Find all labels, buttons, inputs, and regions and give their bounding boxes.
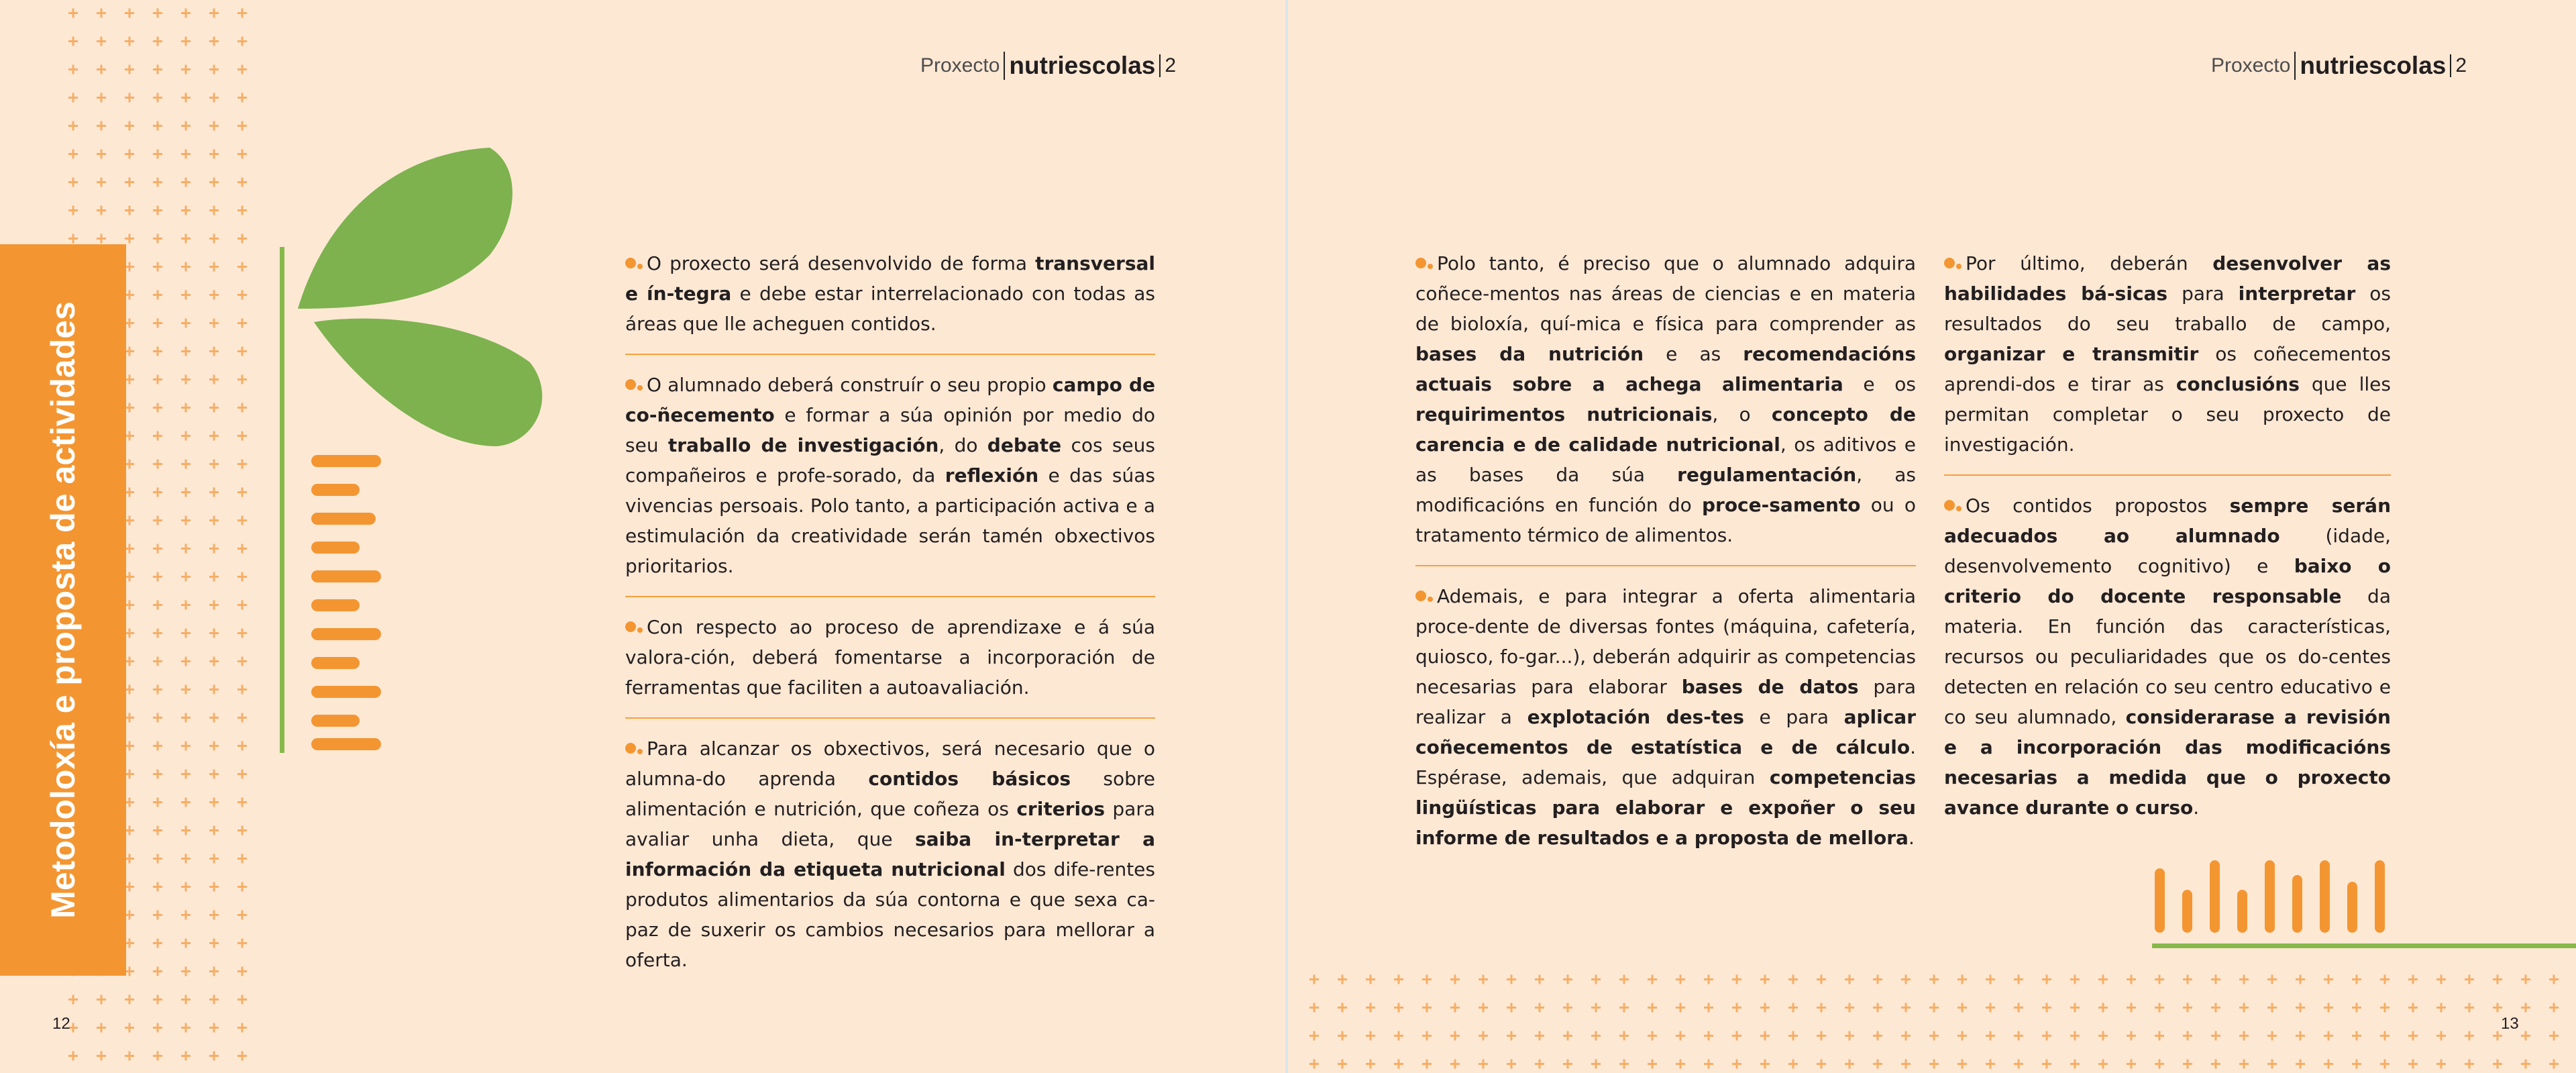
bold-text: baixo o criterio do docente responsable (1944, 555, 2391, 607)
running-head-prefix: Proxecto (920, 54, 1000, 76)
right-page (1288, 0, 2576, 1073)
text-run: e debe estar interrelacionado con todas as áreas que lle acheguen contidos. (625, 283, 1156, 335)
bold-text: organizar e transmitir (1944, 343, 2199, 365)
text-run: para (2167, 283, 2239, 305)
text-run: os coñecementos aprendi-dos e tirar as (1944, 343, 2391, 395)
bold-text: bases da nutrición (1415, 343, 1644, 365)
text-run: da materia. En función das características, recursos ou peculiaridades que os do-centes detecten en relación co seu centro educativo e co seu alumnado, (1944, 585, 2391, 728)
bullet-dot-icon (625, 379, 636, 390)
text-run: Polo tanto, é preciso que o alumnado adquira coñece-mentos nas áreas de ciencias e en materia de bioloxía, quí-mica e física para comprender as (1415, 252, 1916, 335)
bullet-dot-icon (625, 258, 636, 268)
bold-text: reflexión (945, 464, 1039, 487)
bullet-dot-icon (1944, 500, 1955, 511)
vertical-bars-icon (2155, 860, 2396, 934)
paragraph (1415, 581, 1916, 868)
text-run: Os contidos propostos (1966, 495, 2230, 517)
bullet-dot-icon (1415, 591, 1426, 601)
text-run: e formar a súa opinión por medio do seu (625, 404, 1155, 456)
bold-text: conclusións (2176, 373, 2300, 395)
bold-text: transversal e ín-tegra (625, 252, 1155, 305)
text-run: O proxecto será desenvolvido de forma (647, 252, 1036, 274)
paragraph (1944, 491, 2391, 837)
bold-text: criterios (1016, 798, 1105, 820)
paragraph (625, 733, 1155, 990)
right-text-column-1 (1415, 248, 1916, 882)
bold-text: considerarase a revisión e a incorporación das modificacións necesarias a medida que o proxecto avance durante o curso (1944, 706, 2391, 819)
text-run: , do (938, 434, 987, 456)
text-run: cos seus compañeiros e profe-sorado, da (625, 434, 1155, 487)
text-run: e das súas vivencias persoais. Polo tanto, a participación activa e a estimulación da creatividade serán tamén obxectivos prioritarios. (625, 464, 1156, 577)
bold-text: sempre serán adecuados ao alumnado (1944, 495, 2391, 547)
bold-text: explotación des-tes (1527, 706, 1744, 728)
text-run: . (2193, 797, 2200, 819)
text-run: O alumnado deberá construír o seu propio (647, 374, 1053, 396)
bold-text: saiba in-terpretar a información da etiqueta nutricional (625, 828, 1155, 880)
text-run: Para alcanzar os obxectivos, será necesario que o alumna-do aprenda (625, 737, 1155, 790)
paragraph (1944, 248, 2391, 476)
left-text-column (625, 248, 1155, 1005)
right-text-column-2 (1944, 248, 2391, 852)
left-page (0, 0, 1285, 1073)
bold-text: recomendacións actuais sobre a achega alimentaria (1415, 343, 1916, 395)
text-run: . Espérase, ademais, que adquiran (1415, 736, 1916, 788)
section-title-text: Metodoloxía e proposta de actividades (44, 301, 82, 919)
green-horizontal-line (2152, 943, 2576, 948)
plus-pattern-right (1303, 966, 2576, 1073)
leaf-sprout-icon (295, 141, 550, 456)
text-run: ou o tratamento térmico de alimentos. (1415, 494, 1917, 546)
text-run: Por último, deberán (1966, 252, 2213, 274)
bold-text: aplicar coñecementos de estatística e de cálculo (1415, 706, 1917, 758)
text-run: para realizar a (1415, 676, 1916, 728)
text-run: Ademais, e para integrar a oferta alimentaria proce-dente de diversas fontes (máquina, cafetería, quiosco, fo-gar...), deberán adquirir as competencias necesarias para elaborar (1415, 585, 1916, 698)
bold-text: bases de datos (1681, 676, 1859, 698)
running-head-left (920, 50, 1176, 82)
text-run: que lles permitan completar o seu proxecto de investigación. (1944, 373, 2391, 456)
page-number-left: 12 (52, 1015, 70, 1033)
running-head-number: 2 (2450, 54, 2467, 77)
text-run: Con respecto ao proceso de aprendizaxe e á súa valora-ción, deberá fomentarse a incorporación de ferramentas que faciliten a autoavaliación. (625, 616, 1155, 699)
page-number-right: 13 (2501, 1015, 2519, 1033)
paragraph (625, 612, 1155, 719)
bold-text: proce-samento (1701, 494, 1861, 516)
bold-text: competencias lingüísticas para elaborar e expoñer o seu informe de resultados e a proposta de mellora (1415, 766, 1916, 849)
paragraph (625, 248, 1155, 355)
running-head-right (2211, 50, 2467, 82)
bold-text: debate (987, 434, 1062, 456)
running-head-prefix: Proxecto (2211, 54, 2291, 76)
text-run: , os aditivos e as bases da súa (1415, 433, 1916, 486)
text-run: sobre alimentación e nutrición, que coñeza os (625, 768, 1155, 820)
text-run: e os (1843, 373, 1916, 395)
bold-text: requirimentos nutricionais (1415, 403, 1713, 425)
text-run: e as (1644, 343, 1743, 365)
bold-text: contidos básicos (868, 768, 1071, 790)
bullet-dot-icon (1944, 258, 1955, 268)
text-run: , as modificacións en función do (1415, 464, 1916, 516)
paragraph (625, 370, 1155, 597)
text-run: (idade, desenvolvemento cognitivo) e (1944, 525, 2392, 577)
bold-text: traballo de investigación (667, 434, 939, 456)
bullet-dot-icon (625, 743, 636, 754)
running-head-number: 2 (1159, 54, 1176, 77)
text-run: . (1908, 827, 1915, 849)
bold-text: interpretar (2238, 283, 2356, 305)
text-run: , o (1712, 403, 1772, 425)
bold-text: concepto de carencia e de calidade nutricional (1415, 403, 1916, 456)
bold-text: regulamentación (1677, 464, 1857, 486)
text-run: para avaliar unha dieta, que (625, 798, 1155, 850)
bullet-dot-icon (1415, 258, 1426, 268)
bold-text: desenvolver as habilidades bá-sicas (1944, 252, 2391, 305)
running-head-brand: nutriescolas (2294, 52, 2450, 80)
text-run: os resultados do seu traballo de campo, (1944, 283, 2392, 335)
green-vertical-line (280, 247, 284, 753)
bold-text: campo de co-ñecemento (625, 374, 1155, 426)
text-run: dos dife-rentes produtos alimentarios da súa contorna e que sexa ca-paz de suxerir os cambios necesarios para mellorar a oferta. (625, 858, 1155, 971)
running-head-brand: nutriescolas (1004, 52, 1159, 80)
section-title (0, 244, 126, 976)
paragraph (1415, 248, 1916, 566)
stripes-icon (310, 455, 384, 750)
bullet-dot-icon (625, 621, 636, 632)
text-run: e para (1743, 706, 1844, 728)
